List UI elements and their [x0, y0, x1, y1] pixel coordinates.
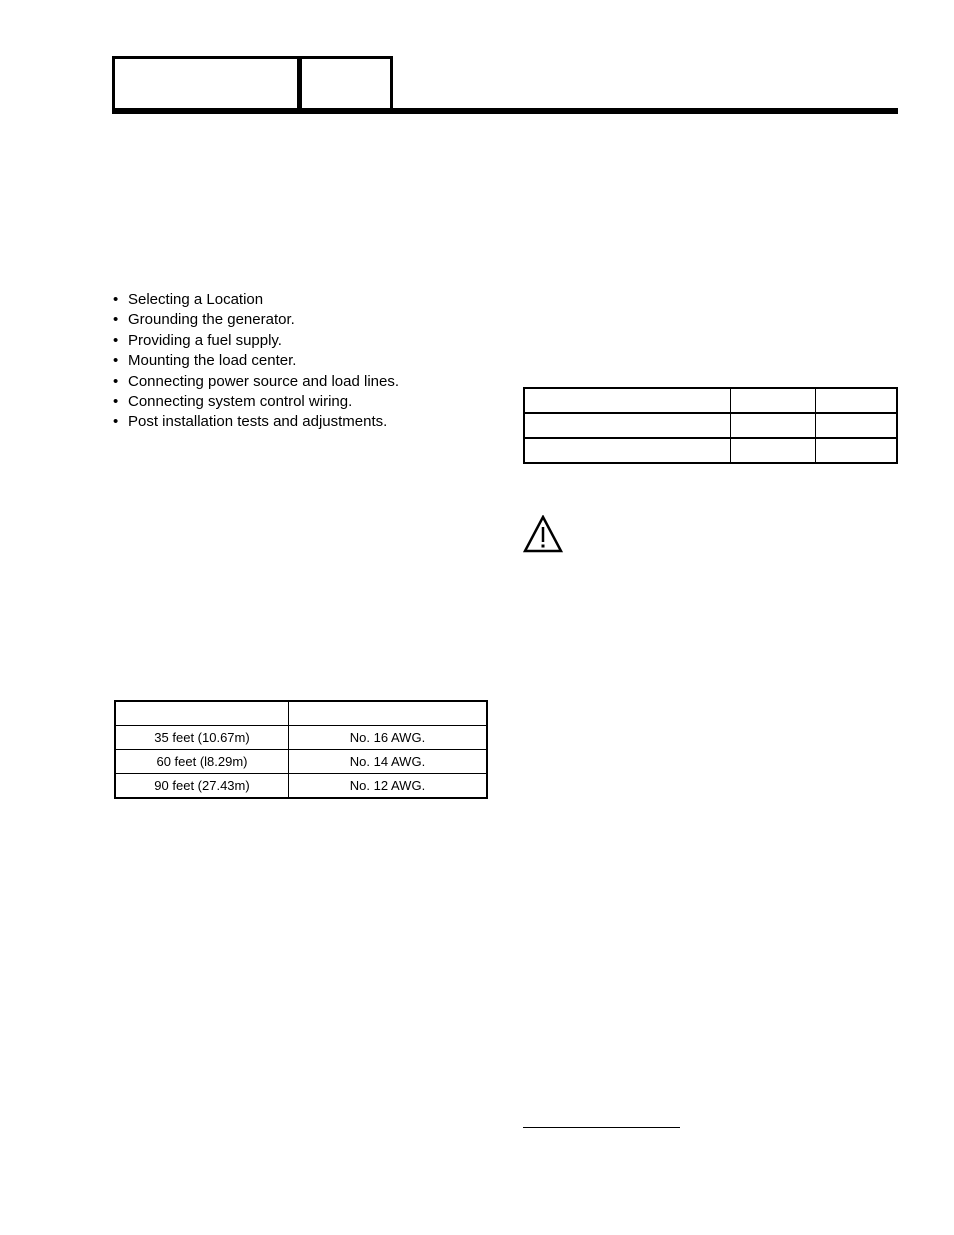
list-item: • Connecting system control wiring. — [113, 392, 399, 412]
table-row — [524, 438, 897, 463]
table-row — [524, 388, 897, 413]
header-box-title — [112, 56, 300, 110]
list-item: • Grounding the generator. — [113, 310, 399, 330]
table-row — [115, 726, 487, 750]
gauge-cell: No. 16 AWG. — [289, 726, 488, 750]
table-row — [524, 413, 897, 438]
list-item: • Providing a fuel supply. — [113, 331, 399, 351]
gauge-cell: No. 12 AWG. — [289, 774, 488, 799]
blank-table — [523, 387, 898, 464]
header-box-section — [299, 56, 393, 110]
footnote-rule — [523, 1127, 680, 1128]
header-rule — [112, 108, 898, 114]
table-row — [115, 750, 487, 774]
warning-triangle-icon — [523, 515, 563, 553]
list-item: • Post installation tests and adjustments. — [113, 412, 399, 432]
list-item: • Connecting power source and load lines. — [113, 372, 399, 392]
list-item: • Mounting the load center. — [113, 351, 399, 371]
wire-gauge-table — [114, 700, 488, 799]
table-row — [115, 774, 487, 799]
gauge-cell: No. 14 AWG. — [289, 750, 488, 774]
distance-cell: 35 feet (10.67m) — [115, 726, 289, 750]
table-header-row — [115, 701, 487, 726]
distance-cell: 90 feet (27.43m) — [115, 774, 289, 799]
installation-steps-list — [113, 290, 399, 433]
list-item: • Selecting a Location — [113, 290, 399, 310]
distance-cell: 60 feet (l8.29m) — [115, 750, 289, 774]
